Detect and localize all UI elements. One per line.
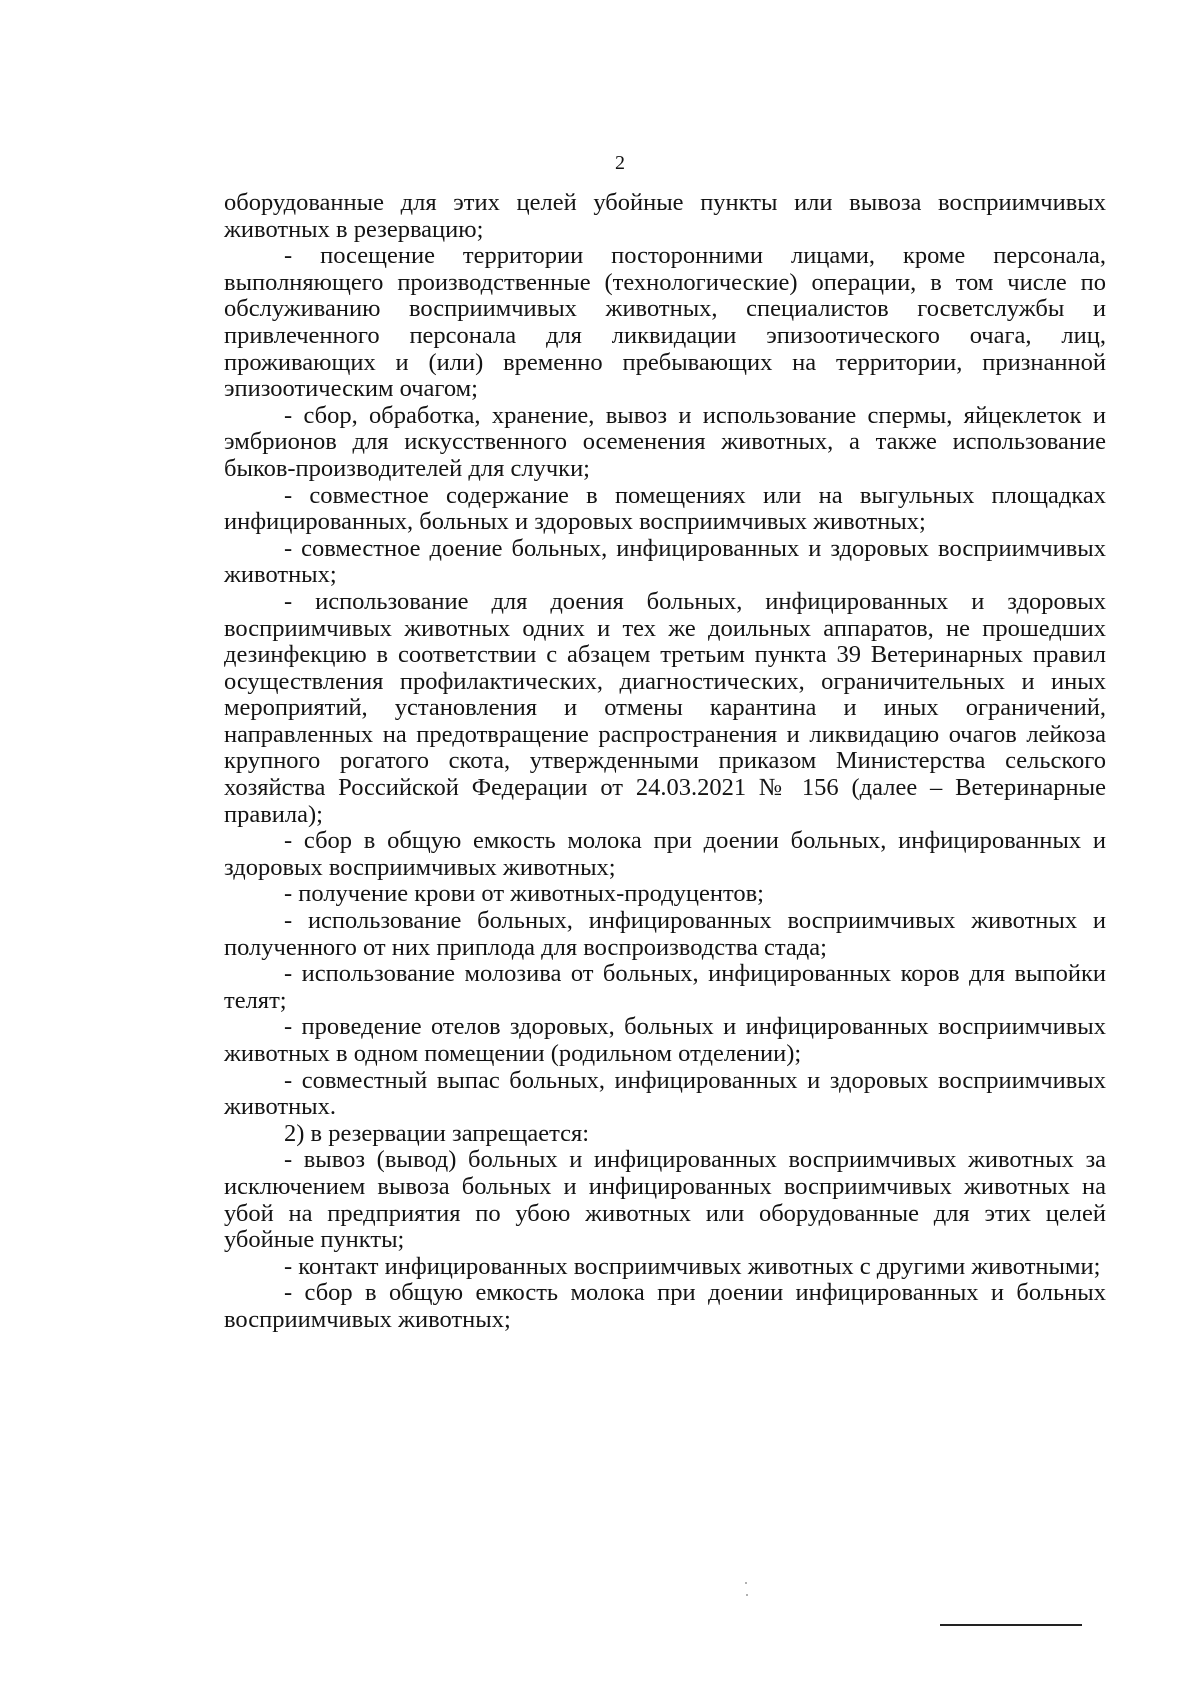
paragraph: - использование для доения больных, инфицированных и здоровых восприимчивых животных одних и тех же доильных аппаратов, не прошедших дезинфекцию в соответствии с абзацем третьим пункта 39 Ветеринарных правил осуществления профилактических, диагностических, ограничительных и иных мероприятий, установления и отмены карантина и иных ограничений, направленных на предотвращение распространения и ликвидацию очагов лейкоза крупного рогатого скота, утвержденными приказом Министерства сельского хозяйства Российской Федерации от 24.03.2021 № 156 (далее – Ветеринарные правила); (224, 587, 1106, 828)
paragraph: - посещение территории посторонними лицами, кроме персонала, выполняющего производственные (технологические) операции, в том числе по обслуживанию восприимчивых животных, специалистов госветслужбы и привлеченного персонала для ликвидации эпизоотического очага, лиц, проживающих и (или) временно пребывающих на территории, признанной эпизоотическим очагом; (224, 242, 1106, 403)
paragraph: 2) в резервации запрещается: (284, 1119, 590, 1147)
paragraph: - сбор, обработка, хранение, вывоз и использование спермы, яйцеклеток и эмбрионов для искусственного осеменения животных, а также использование быков-производителей для случки; (224, 401, 1106, 482)
paragraph: - получение крови от животных-продуцентов; (284, 880, 764, 908)
paragraph: - контакт инфицированных восприимчивых животных с другими животными; (284, 1252, 1101, 1280)
paragraph: - использование больных, инфицированных восприимчивых животных и полученного от них приплода для воспроизводства стада; (224, 907, 1106, 961)
page-number: 2 (615, 152, 625, 174)
scan-speck (746, 1594, 748, 1596)
footer-rule (940, 1624, 1082, 1626)
paragraph: - вывоз (вывод) больных и инфицированных восприимчивых животных за исключением вывоза больных и инфицированных восприимчивых животных на убой на предприятия по убою животных или оборудованные для этих целей убойные пункты; (224, 1146, 1106, 1254)
paragraph: оборудованные для этих целей убойные пункты или вывоза восприимчивых животных в резервацию; (224, 189, 1106, 243)
body-text (224, 190, 1106, 1334)
paragraph: - использование молозива от больных, инфицированных коров для выпойки телят; (224, 960, 1106, 1014)
paragraph: - проведение отелов здоровых, больных и инфицированных восприимчивых животных в одном помещении (родильном отделении); (224, 1013, 1106, 1067)
paragraph: - совместное доение больных, инфицированных и здоровых восприимчивых животных; (224, 534, 1106, 589)
paragraph: - совместный выпас больных, инфицированных и здоровых восприимчивых животных. (224, 1066, 1106, 1121)
scan-speck (745, 1582, 747, 1584)
paragraph: - совместное содержание в помещениях или на выгульных площадках инфицированных, больных и здоровых восприимчивых животных; (224, 481, 1106, 536)
paragraph: - сбор в общую емкость молока при доении больных, инфицированных и здоровых восприимчивых животных; (224, 827, 1106, 881)
paragraph: - сбор в общую емкость молока при доении инфицированных и больных восприимчивых животных; (224, 1279, 1106, 1333)
